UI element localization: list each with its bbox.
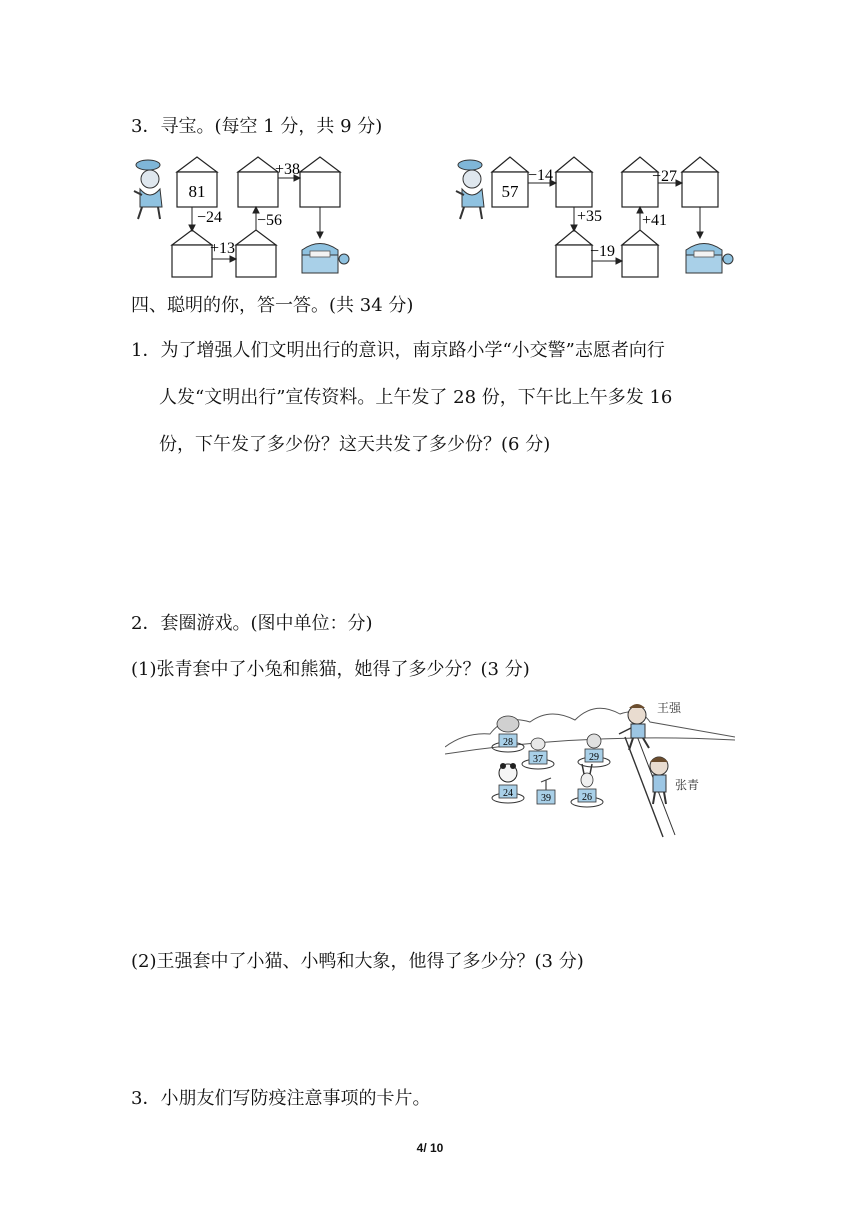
elephant-icon (497, 716, 519, 732)
score-label: 24 (503, 788, 513, 799)
house-box-blank (238, 157, 278, 207)
op-label: −27 (652, 168, 678, 185)
rabbit-icon (581, 773, 593, 787)
op-label: −56 (257, 212, 283, 229)
house-box-blank (682, 157, 718, 207)
treasure-chest-icon (686, 244, 733, 274)
start-number: 57 (501, 182, 519, 201)
problem2-sub1: (1)张青套中了小兔和熊猫，她得了多少分？(3 分) (131, 659, 530, 680)
house-box-start (492, 157, 528, 207)
treasure-hunter-icon (456, 160, 484, 219)
page-number: 4/ 10 (416, 1141, 444, 1155)
treasure-chest-icon (302, 244, 349, 274)
section4-heading: 四、聪明的你，答一答。(共 34 分) (131, 295, 414, 316)
problem1-line2: 人发“文明出行”宣传资料。上午发了 28 份，下午比上午多发 16 (159, 387, 673, 408)
score-label: 26 (582, 792, 592, 803)
player-girl-icon (650, 757, 668, 804)
op-label: +41 (642, 212, 668, 229)
ring-toss-illustration (445, 692, 735, 842)
op-label: +35 (577, 208, 603, 225)
cat-icon (587, 734, 601, 748)
target-rabbit (571, 764, 603, 807)
treasure-puzzle-1 (130, 155, 390, 280)
player-name-wangqiang: 王强 (657, 701, 682, 715)
house-box-blank (236, 230, 276, 277)
score-label: 28 (503, 737, 513, 748)
house-box-blank (556, 157, 592, 207)
house-box-start (177, 157, 217, 207)
op-label: −14 (528, 167, 554, 184)
player-boy-icon (619, 704, 649, 750)
house-box-blank (172, 230, 212, 277)
house-box-blank (622, 230, 658, 277)
score-label: 37 (533, 754, 543, 765)
start-number: 81 (188, 182, 206, 201)
treasure-hunter-icon (134, 160, 162, 219)
treasure-puzzle-2 (452, 155, 742, 280)
house-box-blank (300, 157, 340, 207)
op-label: +13 (210, 240, 236, 257)
problem2-sub2: (2)王强套中了小猫、小鸭和大象，他得了多少分？(3 分) (131, 951, 584, 972)
chick-icon (541, 778, 551, 790)
score-label: 39 (541, 793, 551, 804)
op-label: −24 (197, 209, 223, 226)
target-panda (492, 763, 524, 803)
house-box-blank (556, 230, 592, 277)
duck-icon (531, 738, 545, 750)
op-label: −19 (590, 243, 616, 260)
op-label: +38 (275, 161, 301, 178)
target-chick (537, 778, 555, 804)
target-duck (522, 738, 554, 769)
problem1-line1: 1．为了增强人们文明出行的意识，南京路小学“小交警”志愿者向行 (131, 340, 665, 361)
problem1-line3: 份，下午发了多少份？这天共发了多少份？(6 分) (159, 434, 551, 455)
score-label: 29 (589, 752, 599, 763)
problem2-heading: 2．套圈游戏。(图中单位：分) (131, 613, 373, 634)
player-name-zhangqing: 张青 (675, 778, 700, 792)
q3-heading: 3．寻宝。(每空 1 分，共 9 分) (131, 116, 383, 137)
problem3-heading: 3．小朋友们写防疫注意事项的卡片。 (131, 1088, 431, 1109)
